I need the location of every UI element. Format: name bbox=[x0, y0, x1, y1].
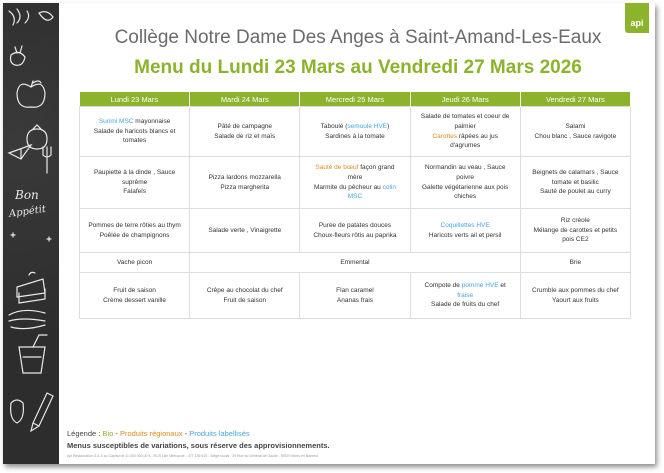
dish-line bbox=[524, 235, 627, 245]
legend-separator: - bbox=[113, 429, 120, 438]
dish-text: façon grand bbox=[358, 164, 395, 172]
menu-cell bbox=[300, 273, 410, 319]
dish-text-reg: Carottes bbox=[432, 132, 458, 140]
dish-line bbox=[414, 221, 517, 231]
dish-text: Brie bbox=[569, 258, 582, 266]
dish-text: Haricots verts ail et persil bbox=[428, 231, 502, 239]
dish-text-lab: pomme HVE bbox=[461, 282, 499, 290]
dish-line bbox=[83, 286, 186, 296]
pepper-doodle-icon bbox=[11, 400, 24, 423]
dish-text: Marmite du pêcheur au bbox=[313, 183, 383, 191]
dish-line bbox=[414, 192, 517, 202]
menu-body bbox=[80, 107, 631, 319]
dish-text: suprême bbox=[121, 178, 148, 186]
chalk-text-appetit: Appétit bbox=[8, 203, 47, 220]
dish-line bbox=[414, 183, 517, 193]
dish-line bbox=[414, 112, 517, 122]
dish-text: Riz créole bbox=[560, 217, 590, 225]
dish-text-lab: Coquillettes HVE bbox=[440, 221, 490, 229]
dish-text: Poêlée de champignons bbox=[99, 231, 170, 239]
dish-text-lab: MSC bbox=[347, 193, 363, 201]
dish-text: Crumble aux pommes du chef bbox=[532, 286, 619, 294]
day-header: Jeudi 26 Mars bbox=[410, 92, 520, 107]
dish-text: Taboulé ( bbox=[320, 122, 348, 130]
menu-cell bbox=[190, 209, 300, 253]
dish-line bbox=[303, 163, 406, 173]
dish-line bbox=[193, 122, 296, 132]
dish-line bbox=[193, 173, 296, 183]
dish-text: Fruit de saison bbox=[113, 286, 156, 294]
dish-text: râpées au jus bbox=[457, 132, 498, 140]
chalk-doodles bbox=[3, 3, 59, 464]
menu-cell bbox=[190, 107, 300, 157]
dish-line bbox=[193, 226, 296, 236]
dish-line bbox=[524, 168, 627, 178]
menu-card bbox=[3, 3, 655, 464]
menu-cell bbox=[190, 253, 521, 273]
dish-text: Salade de haricots blancs et bbox=[93, 127, 176, 135]
day-header-row bbox=[80, 92, 631, 107]
dish-text: tomate et basilic bbox=[551, 178, 599, 186]
menu-cell bbox=[410, 157, 520, 209]
chalkboard-sidebar bbox=[3, 3, 59, 464]
dish-text: Salade de riz et maïs bbox=[214, 132, 276, 140]
menu-cell bbox=[300, 209, 410, 253]
dish-text-reg: Sauté de bœuf bbox=[315, 164, 359, 172]
dish-text-lab: Surimi MSC bbox=[98, 118, 134, 126]
dish-text: et bbox=[498, 282, 506, 290]
dish-text: Salade de tomates et coeur de bbox=[420, 113, 510, 121]
dish-text: Galette végétarienne aux pois bbox=[421, 183, 509, 191]
dish-line bbox=[193, 296, 296, 306]
dish-line bbox=[303, 296, 406, 306]
fork-knife-doodle-icon bbox=[43, 147, 51, 173]
dish-text-lab: fraise bbox=[457, 291, 474, 299]
dish-line bbox=[83, 296, 186, 306]
dish-line bbox=[414, 141, 517, 151]
dish-text: Pommes de terre rôties au thym bbox=[88, 221, 181, 229]
chalk-text-bon: Bon bbox=[15, 188, 39, 202]
day-header: Mercredi 25 Mars bbox=[300, 92, 410, 107]
dish-line bbox=[414, 291, 517, 301]
dish-text: Pizza margherita bbox=[220, 183, 270, 191]
dish-line bbox=[524, 216, 627, 226]
dish-line bbox=[193, 183, 296, 193]
legend-regional: Produits régionaux bbox=[119, 429, 183, 438]
dish-line bbox=[414, 163, 517, 173]
api-logo: api bbox=[625, 3, 649, 33]
dish-line bbox=[193, 258, 517, 268]
menu-cell bbox=[190, 273, 300, 319]
pencil-doodle-icon bbox=[31, 393, 53, 431]
dish-line bbox=[303, 192, 406, 202]
dish-text: Vache picon bbox=[116, 258, 153, 266]
dish-line bbox=[524, 258, 627, 268]
dish-text: Sauté de poulet au curry bbox=[539, 188, 611, 196]
dish-line bbox=[524, 286, 627, 296]
dish-text: Choux-fleurs rôtis au paprika bbox=[313, 231, 397, 239]
dish-line bbox=[414, 300, 517, 310]
dish-text: Normandin au veau , Sauce bbox=[424, 164, 506, 172]
cake-doodle-icon bbox=[17, 272, 45, 303]
dish-text: Fruit de saison bbox=[223, 296, 267, 304]
sandwich-doodle-icon bbox=[9, 310, 45, 328]
dish-text: Sardines à la tomate bbox=[325, 132, 385, 140]
paper-plane-doodle-icon bbox=[9, 145, 31, 159]
dish-line bbox=[414, 281, 517, 291]
dish-text: Salade verte , Vinaigrette bbox=[208, 226, 282, 234]
dish-text-lab: semoule HVE bbox=[347, 122, 388, 130]
day-header: Mardi 24 Mars bbox=[190, 92, 300, 107]
dish-text: chiches bbox=[454, 193, 477, 201]
dish-line bbox=[303, 132, 406, 142]
school-title: Collège Notre Dame Des Anges à Saint-Amand-Les-Eaux bbox=[114, 27, 602, 48]
dish-line bbox=[83, 136, 186, 146]
menu-cell bbox=[80, 157, 190, 209]
legend-prefix: Légende : bbox=[67, 429, 103, 438]
dish-text: ) bbox=[387, 122, 390, 130]
dish-line bbox=[303, 183, 406, 193]
menu-table bbox=[79, 92, 631, 319]
dish-line bbox=[303, 173, 406, 183]
dish-text: tomates bbox=[123, 137, 147, 145]
menu-cell bbox=[520, 157, 630, 209]
menu-cell bbox=[300, 107, 410, 157]
dish-line bbox=[524, 296, 627, 306]
menu-cell bbox=[300, 157, 410, 209]
dish-text: mayonnaise bbox=[133, 118, 171, 126]
day-header: Vendredi 27 Mars bbox=[520, 92, 630, 107]
dish-line bbox=[414, 122, 517, 132]
dish-text: Pâté de campagne bbox=[217, 122, 273, 130]
dish-text: palmier bbox=[454, 122, 476, 130]
menu-cell bbox=[190, 157, 300, 209]
dish-text: pois CE2 bbox=[562, 236, 589, 244]
dish-text: Mélange de carottes et petits bbox=[533, 226, 618, 234]
menu-title: Menu du Lundi 23 Mars au Vendredi 27 Mars 2026 bbox=[134, 57, 582, 78]
menu-row bbox=[80, 273, 631, 319]
dish-line bbox=[83, 168, 186, 178]
dish-line bbox=[83, 178, 186, 188]
radish-doodle-icon bbox=[11, 46, 26, 65]
dish-line bbox=[303, 231, 406, 241]
sparkle-doodle-icon bbox=[11, 233, 51, 241]
day-header: Lundi 23 Mars bbox=[80, 92, 190, 107]
menu-row bbox=[80, 157, 631, 209]
dish-line bbox=[414, 173, 517, 183]
dish-line bbox=[83, 117, 186, 127]
dish-text: Yaourt aux fruits bbox=[551, 296, 599, 304]
dish-line bbox=[83, 231, 186, 241]
dish-line bbox=[303, 221, 406, 231]
menu-row bbox=[80, 209, 631, 253]
dish-text: poivre bbox=[456, 173, 475, 181]
menu-cell bbox=[520, 273, 630, 319]
dish-line bbox=[303, 286, 406, 296]
variation-note: Menus susceptibles de variations, sous réserve des approvisionnements. bbox=[67, 441, 330, 450]
dish-line bbox=[303, 122, 406, 132]
dish-text: Beignets de calamars , Sauce bbox=[532, 169, 619, 177]
dish-line bbox=[414, 231, 517, 241]
dish-text: Compote de bbox=[424, 282, 462, 290]
legend bbox=[67, 429, 250, 438]
dish-text-lab: colin bbox=[382, 183, 396, 191]
dish-line bbox=[83, 258, 186, 268]
dish-text: Ananas frais bbox=[336, 296, 374, 304]
menu-cell bbox=[520, 107, 630, 157]
legend-separator: - bbox=[182, 429, 190, 438]
dish-text: Crêpe au chocolat du chef bbox=[206, 286, 283, 294]
dish-text: Salade de fruits du chef bbox=[431, 301, 500, 309]
dish-line bbox=[193, 286, 296, 296]
menu-cell bbox=[410, 273, 520, 319]
menu-cell bbox=[80, 253, 190, 273]
apple-doodle-icon bbox=[17, 81, 45, 107]
dish-text: Pizza lardons mozzarella bbox=[208, 173, 281, 181]
leaf-doodle-icon bbox=[39, 12, 53, 21]
dish-line bbox=[524, 122, 627, 132]
dish-line bbox=[193, 132, 296, 142]
grain-doodle-icon bbox=[9, 9, 29, 25]
dish-line bbox=[414, 132, 517, 142]
menu-row bbox=[80, 107, 631, 157]
dish-line bbox=[83, 221, 186, 231]
dish-text: Flan caramel bbox=[336, 286, 374, 294]
menu-cell bbox=[410, 107, 520, 157]
menu-cell bbox=[80, 107, 190, 157]
dish-line bbox=[524, 178, 627, 188]
dish-text: Purée de patates douces bbox=[318, 221, 392, 229]
dish-text: Salami bbox=[565, 122, 586, 130]
legal-fine-print: Api Restauration S.A.S au Capital de 11 000 000,00 € - RCS Lille Métropole - 477 136 610 - Siège social : 39 Rue du Général de Gaulle - 59370 Mons en Baroeul bbox=[67, 454, 318, 458]
dish-line bbox=[83, 127, 186, 137]
menu-cell bbox=[410, 209, 520, 253]
dish-text: mère bbox=[347, 173, 363, 181]
dish-text: d'agrumes bbox=[450, 142, 481, 150]
dish-line bbox=[524, 132, 627, 142]
dish-text: Falafels bbox=[123, 188, 146, 196]
dish-text: Emmental bbox=[340, 258, 370, 266]
dish-line bbox=[524, 187, 627, 197]
menu-row bbox=[80, 253, 631, 273]
menu-cell bbox=[520, 253, 630, 273]
drink-cup-doodle-icon bbox=[19, 335, 47, 373]
dish-text: Crème dessert vanille bbox=[103, 296, 167, 304]
menu-cell bbox=[80, 273, 190, 319]
legend-bio: Bio bbox=[102, 429, 114, 438]
menu-cell bbox=[80, 209, 190, 253]
dish-line bbox=[83, 187, 186, 197]
menu-cell bbox=[520, 209, 630, 253]
legend-labellises: Produits labellisés bbox=[189, 429, 250, 438]
dish-line bbox=[524, 226, 627, 236]
dish-text: Chou blanc , Sauce ravigote bbox=[534, 132, 617, 140]
dish-text: Paupiette à la dinde , Sauce bbox=[93, 169, 176, 177]
